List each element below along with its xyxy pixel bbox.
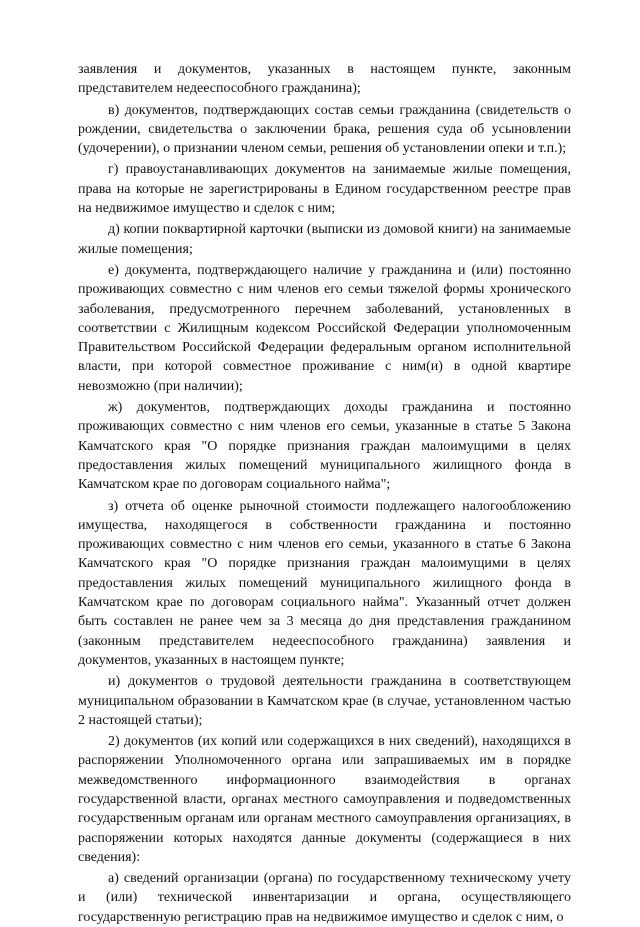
paragraph-item-zh: ж) документов, подтверждающих доходы гражданина и постоянно проживающих совместно с ним членов его семьи, указанные в статье 5 Закона Камчатского края "О порядке признания граждан малоимущими в целях предоставления жилых помещений муниципального жилищного фонда в Камчатском крае по договорам социального найма"; [78, 400, 571, 493]
paragraph-item-d: д) копии поквартирной карточки (выписки из домовой книги) на занимаемые жилые помещения; [78, 222, 571, 257]
paragraph-item-a: а) сведений организации (органа) по государственному техническому учету и (или) технической инвентаризации и органа, осуществляющего государственную регистрацию прав на недвижимое имущество и сделок с ним, о [78, 871, 571, 925]
paragraph-item-z: з) отчета об оценке рыночной стоимости подлежащего налогообложению имущества, находящегося в собственности гражданина и постоянно проживающих совместно с ним членов его семьи, указанного в статье 6 Закона Камчатского края "О порядке признания граждан малоимущими в целях предоставления жилых помещений муниципального жилищного фонда в Камчатском крае по договорам социального найма". Указанный отчет должен быть составлен не ранее чем за 3 месяца до дня представления гражданином (законным представителем недееспособного гражданина) заявления и документов, указанных в настоящем пункте; [78, 498, 571, 668]
paragraph-item-i: и) документов о трудовой деятельности гражданина в соответствующем муниципальном образовании в Камчатском крае (в случае, установленном частью 2 настоящей статьи); [78, 674, 571, 728]
paragraph-item-2: 2) документов (их копий или содержащихся в них сведений), находящихся в распоряжении Уполномоченного органа или запрашиваемых им в порядке межведомственного информационного взаимодействия в органах государственной власти, органах местного самоуправления и подведомственных государственным органам или органам местного самоуправления организациях, в распоряжении которых находятся данные документы (содержащиеся в них сведения): [78, 734, 571, 865]
paragraph-item-e: е) документа, подтверждающего наличие у гражданина и (или) постоянно проживающих совместно с ним членов его семьи тяжелой формы хронического заболевания, предусмотренного перечнем заболеваний, установленных в соответствии с Жилищным кодексом Российской Федерации уполномоченным Правительством Российской Федерации федеральным органом исполнительной власти, при которой совместное проживание с ним(и) в одной квартире невозможно (при наличии); [78, 262, 571, 394]
paragraph-item-g: г) правоустанавливающих документов на занимаемые жилые помещения, права на которые не зарегистрированы в Едином государственном реестре прав на недвижимое имущество и сделок с ним; [78, 162, 571, 217]
paragraph-continuation: заявления и документов, указанных в настоящем пункте, законным представителем недееспособного гражданина); [78, 62, 571, 97]
paragraph-item-v: в) документов, подтверждающих состав семьи гражданина (свидетельств о рождении, свидетельства о заключении брака, решения суда об усыновлении (удочерении), о признании членом семьи, решения об установлении опеки и т.п.); [78, 102, 571, 157]
